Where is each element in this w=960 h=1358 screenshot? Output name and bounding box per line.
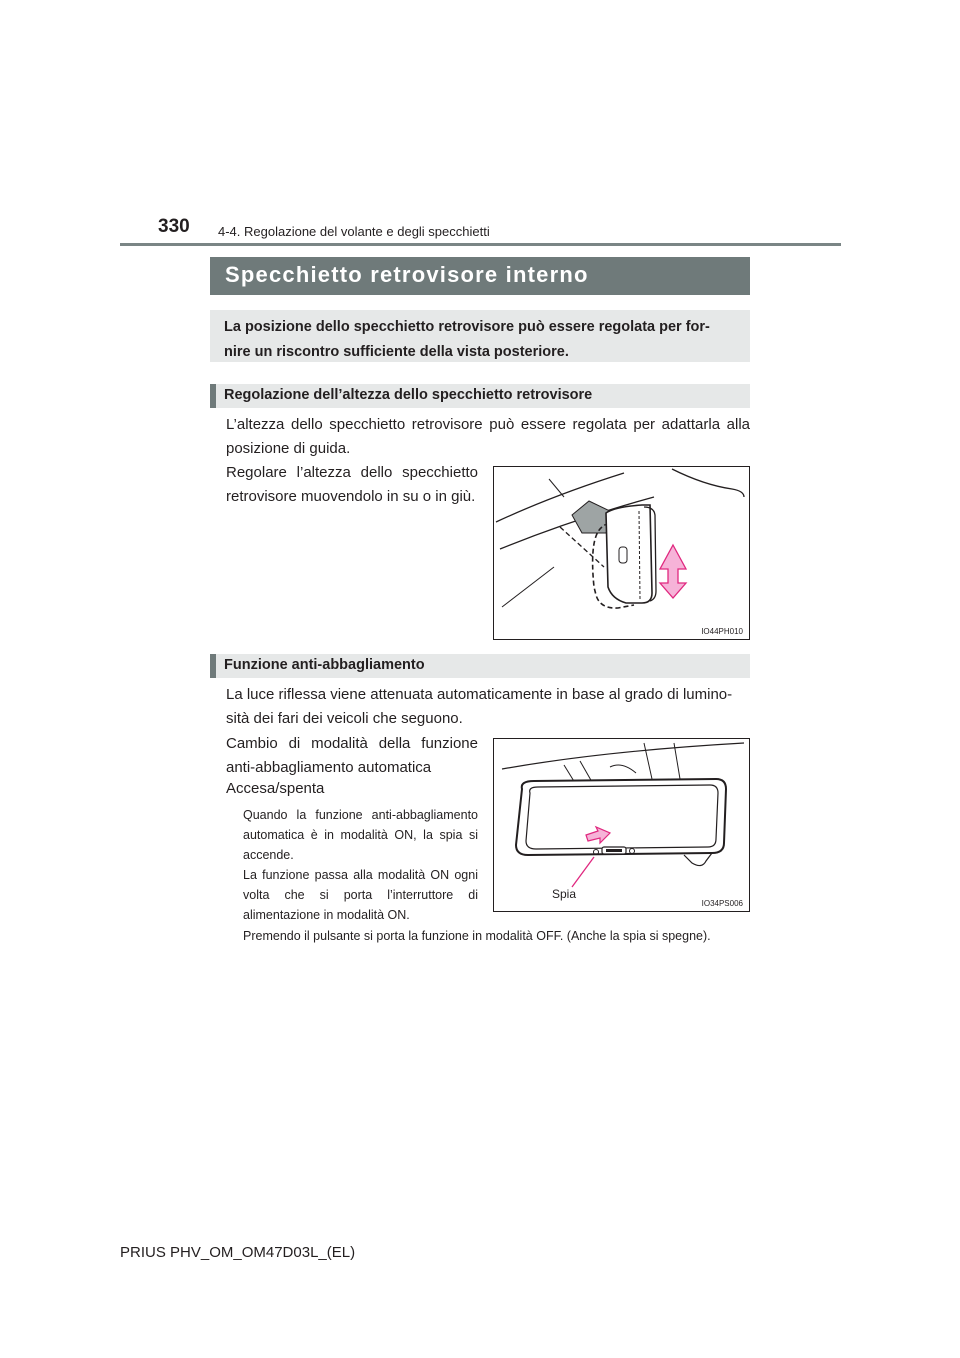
antiglare-paragraph-1 [226,683,750,731]
antiglare-paragraph-2: Cambio di modalità della funzione anti-abbagliamento automatica [226,735,478,776]
figure-code: IO34PS006 [701,899,743,908]
section-header: 4-4. Regolazione del volante e degli specchietti [218,224,490,239]
mirror-height-illustration [494,467,749,639]
antiglare-paragraph-3: Accesa/spenta [226,780,325,797]
height-paragraph-2: Regolare l’altezza dello specchietto retrovisore muovendolo in su o in giù. [226,464,478,505]
antiglare-note-3: Premendo il pulsante si porta la funzione in modalità OFF. (Anche la spia si spegne). [243,929,711,943]
antiglare-mirror-illustration [494,739,749,911]
intro-line-1: La posizione dello specchietto retrovisore può essere regolata per for- [224,319,710,335]
page-title: Specchietto retrovisore interno [210,257,750,295]
intro-line-2: nire un riscontro sufficiente della vista posteriore. [224,344,569,360]
header-divider [120,243,841,246]
spia-label: Spia [552,887,577,901]
mirror-height-figure [493,466,750,640]
intro-box [210,310,750,362]
height-paragraph-1: L’altezza dello specchietto retrovisore può essere regolata per adattarla alla posizione di guida. [226,416,750,457]
document-id: PRIUS PHV_OM_OM47D03L_(EL) [120,1244,356,1261]
antiglare-note-1: Quando la funzione anti-abbagliamento automatica è in modalità ON, la spia si accende. [243,808,478,862]
antiglare-paragraph-1-line-2: sità dei fari dei veicoli che seguono. [226,710,463,727]
subsection-heading-antiglare: Funzione anti-abbagliamento [210,654,750,678]
antiglare-note-2: La funzione passa alla modalità ON ogni volta che si porta l’interruttore di alimentazione in modalità ON. [243,868,478,922]
antiglare-mirror-figure [493,738,750,912]
figure-code: IO44PH010 [701,627,743,636]
antiglare-paragraph-1-line-1: La luce riflessa viene attenuata automaticamente in base al grado di lumino- [226,686,733,703]
subsection-heading-height: Regolazione dell’altezza dello specchietto retrovisore [210,384,750,408]
page-number: 330 [158,216,190,237]
